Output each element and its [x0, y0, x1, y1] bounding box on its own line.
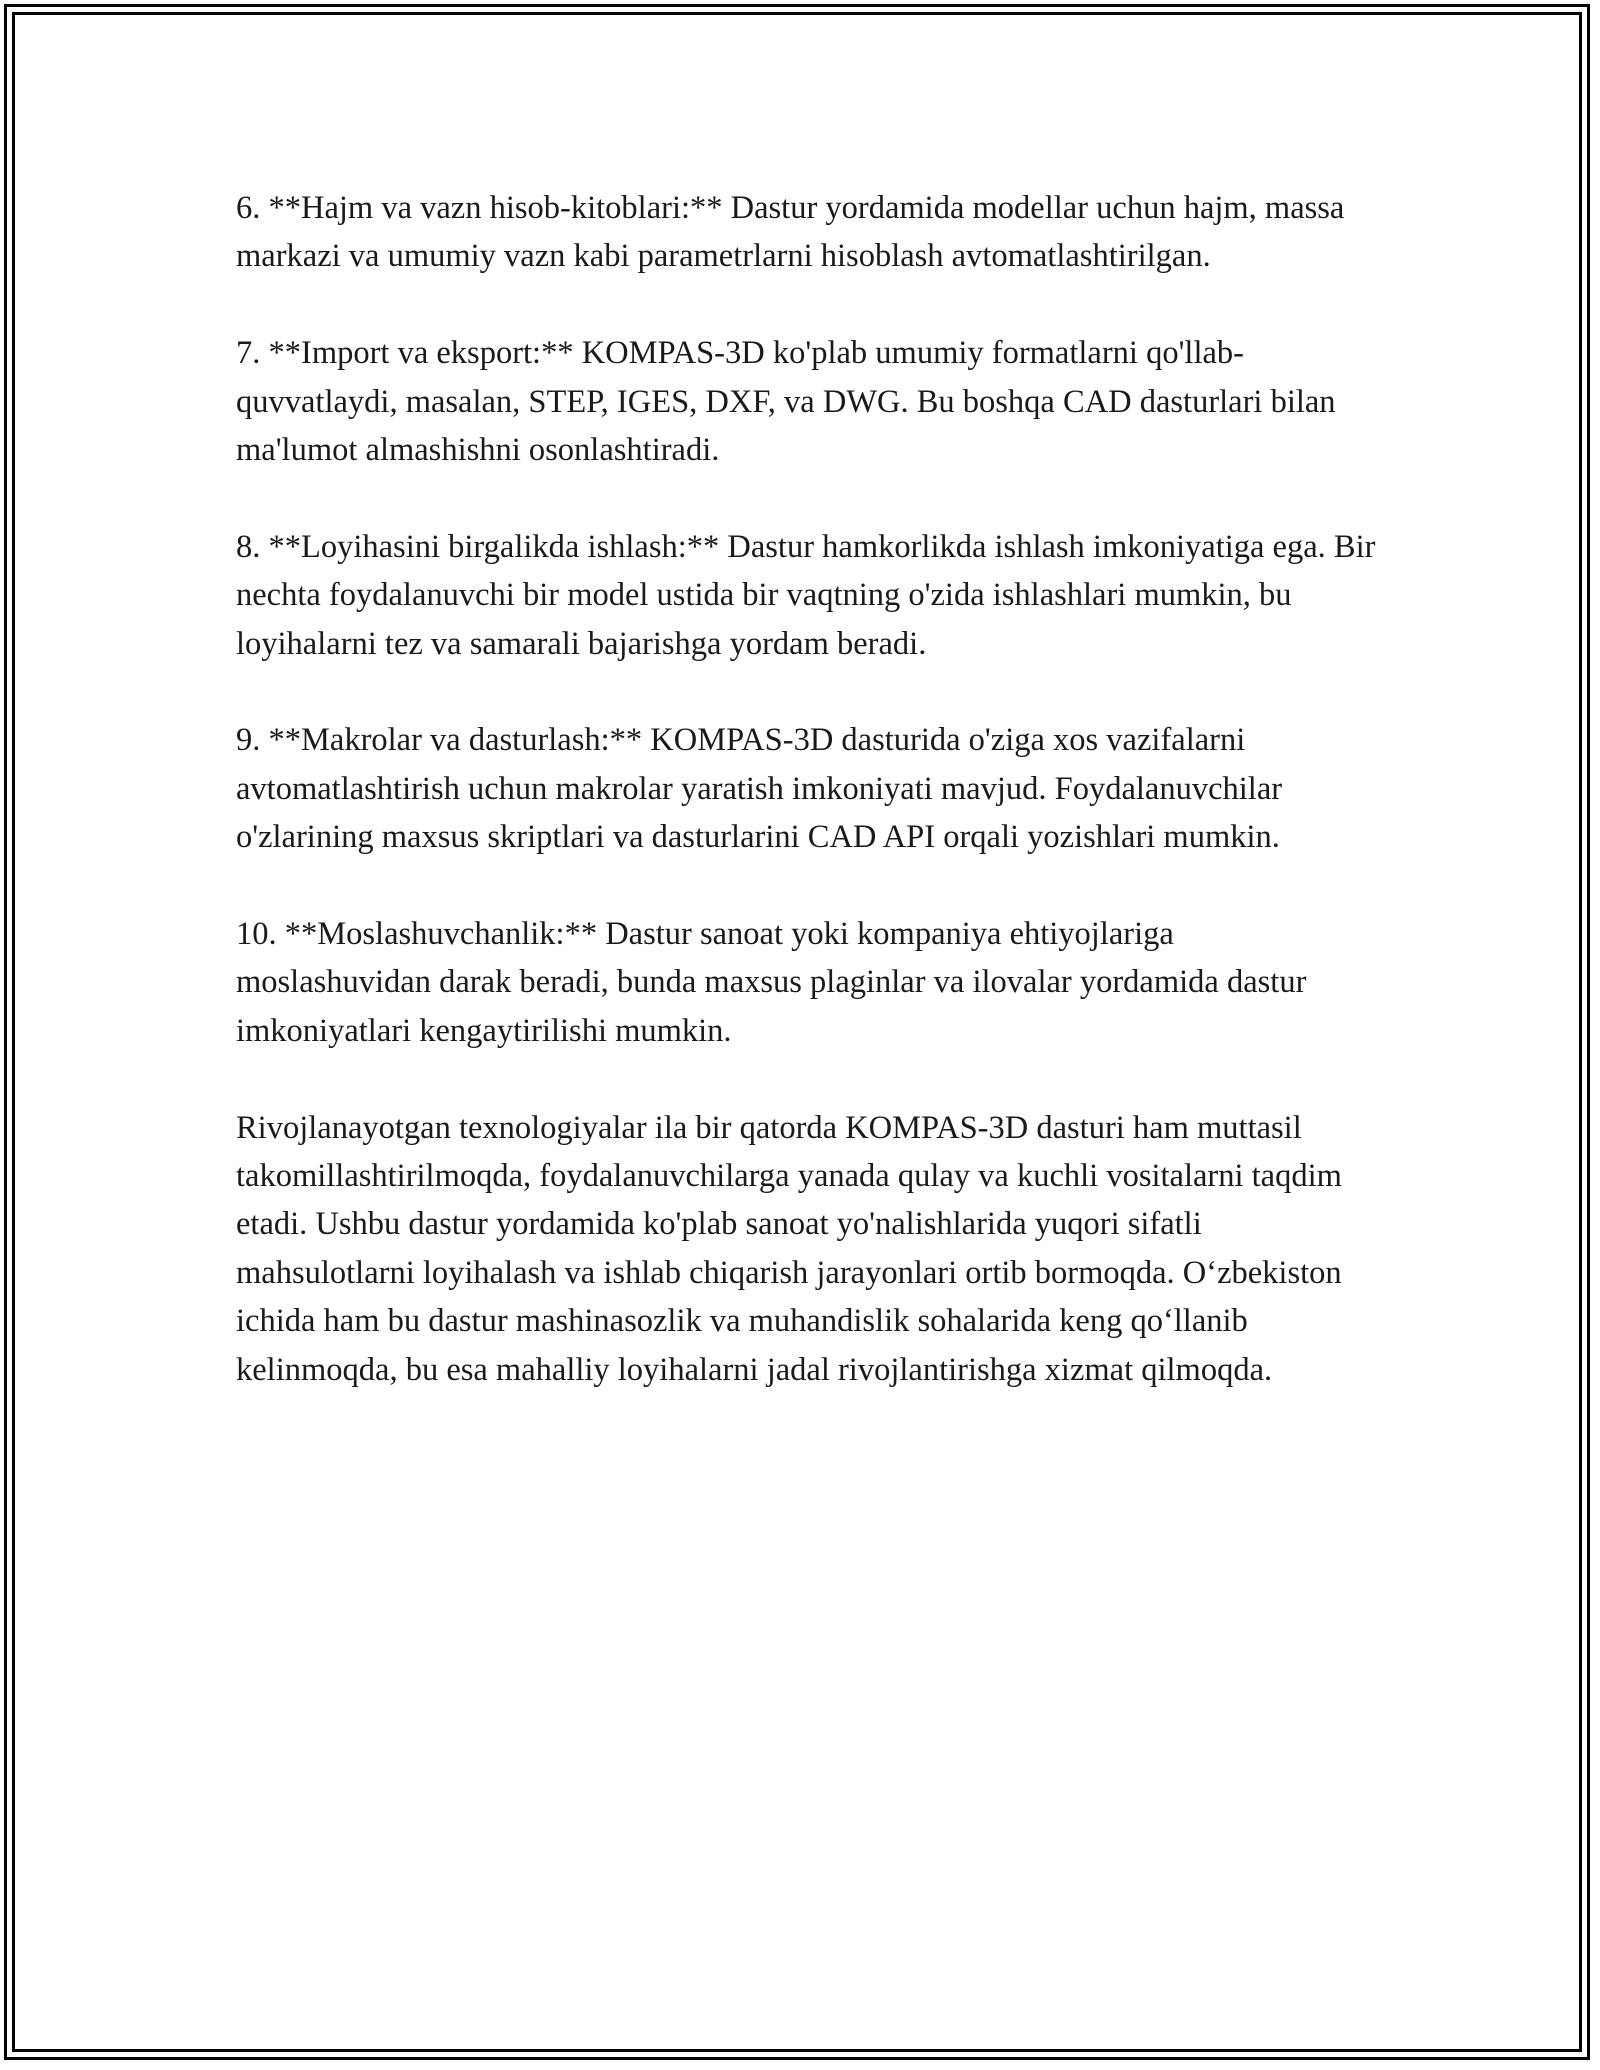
- paragraph-volume-weight: 6. **Hajm va vazn hisob-kitoblari:** Dastur yordamida modellar uchun hajm, massa markazi va umumiy vazn kabi parametrlarni hisoblash avtomatlashtirilgan.: [236, 190, 1345, 275]
- paragraph-conclusion: Rivojlanayotgan texnologiyalar ila bir qatorda KOMPAS-3D dasturi ham muttasil takomillashtirilmoqda, foydalanuvchilarga yanada qulay va kuchli vositalarni taqdim etadi. Ushbu dastur yordamida ko'plab sanoat yo'nalishlarida yuqori sifatli mahsulotlarni loyihalash va ishlab chiqarish jarayonlari ortib bormoqda. O‘zbekiston ichida ham bu dastur mashinasozlik va muhandislik sohalarida keng qo‘llanib kelinmoqda, bu esa mahalliy loyihalarni jadal rivojlantirishga xizmat qilmoqda.: [236, 1109, 1342, 1388]
- paragraph-import-export: 7. **Import va eksport:** KOMPAS-3D ko'plab umumiy formatlarni qo'llab-quvvatlaydi, masalan, STEP, IGES, DXF, va DWG. Bu boshqa CAD dasturlari bilan ma'lumot almashishni osonlashtiradi.: [236, 335, 1336, 469]
- paragraph-macros: 9. **Makrolar va dasturlash:** KOMPAS-3D dasturida o'ziga xos vazifalarni avtomatlashtirish uchun makrolar yaratish imkoniyati mavjud. Foydalanuvchilar o'zlarining maxsus skriptlari va dasturlarini CAD API orqali yozishlari mumkin.: [236, 722, 1283, 856]
- document-body: [236, 184, 1376, 1442]
- paragraph-flexibility: 10. **Moslashuvchanlik:** Dastur sanoat yoki kompaniya ehtiyojlariga moslashuvidan darak beradi, bunda maxsus plaginlar va ilovalar yordamida dastur imkoniyatlari kengaytirilishi mumkin.: [236, 916, 1307, 1049]
- paragraph-collaboration: 8. **Loyihasini birgalikda ishlash:** Dastur hamkorlikda ishlash imkoniyatiga ega. Bir nechta foydalanuvchi bir model ustida bir vaqtning o'zida ishlashlari mumkin, bu loyihalarni tez va samarali bajarishga yordam beradi.: [236, 528, 1376, 662]
